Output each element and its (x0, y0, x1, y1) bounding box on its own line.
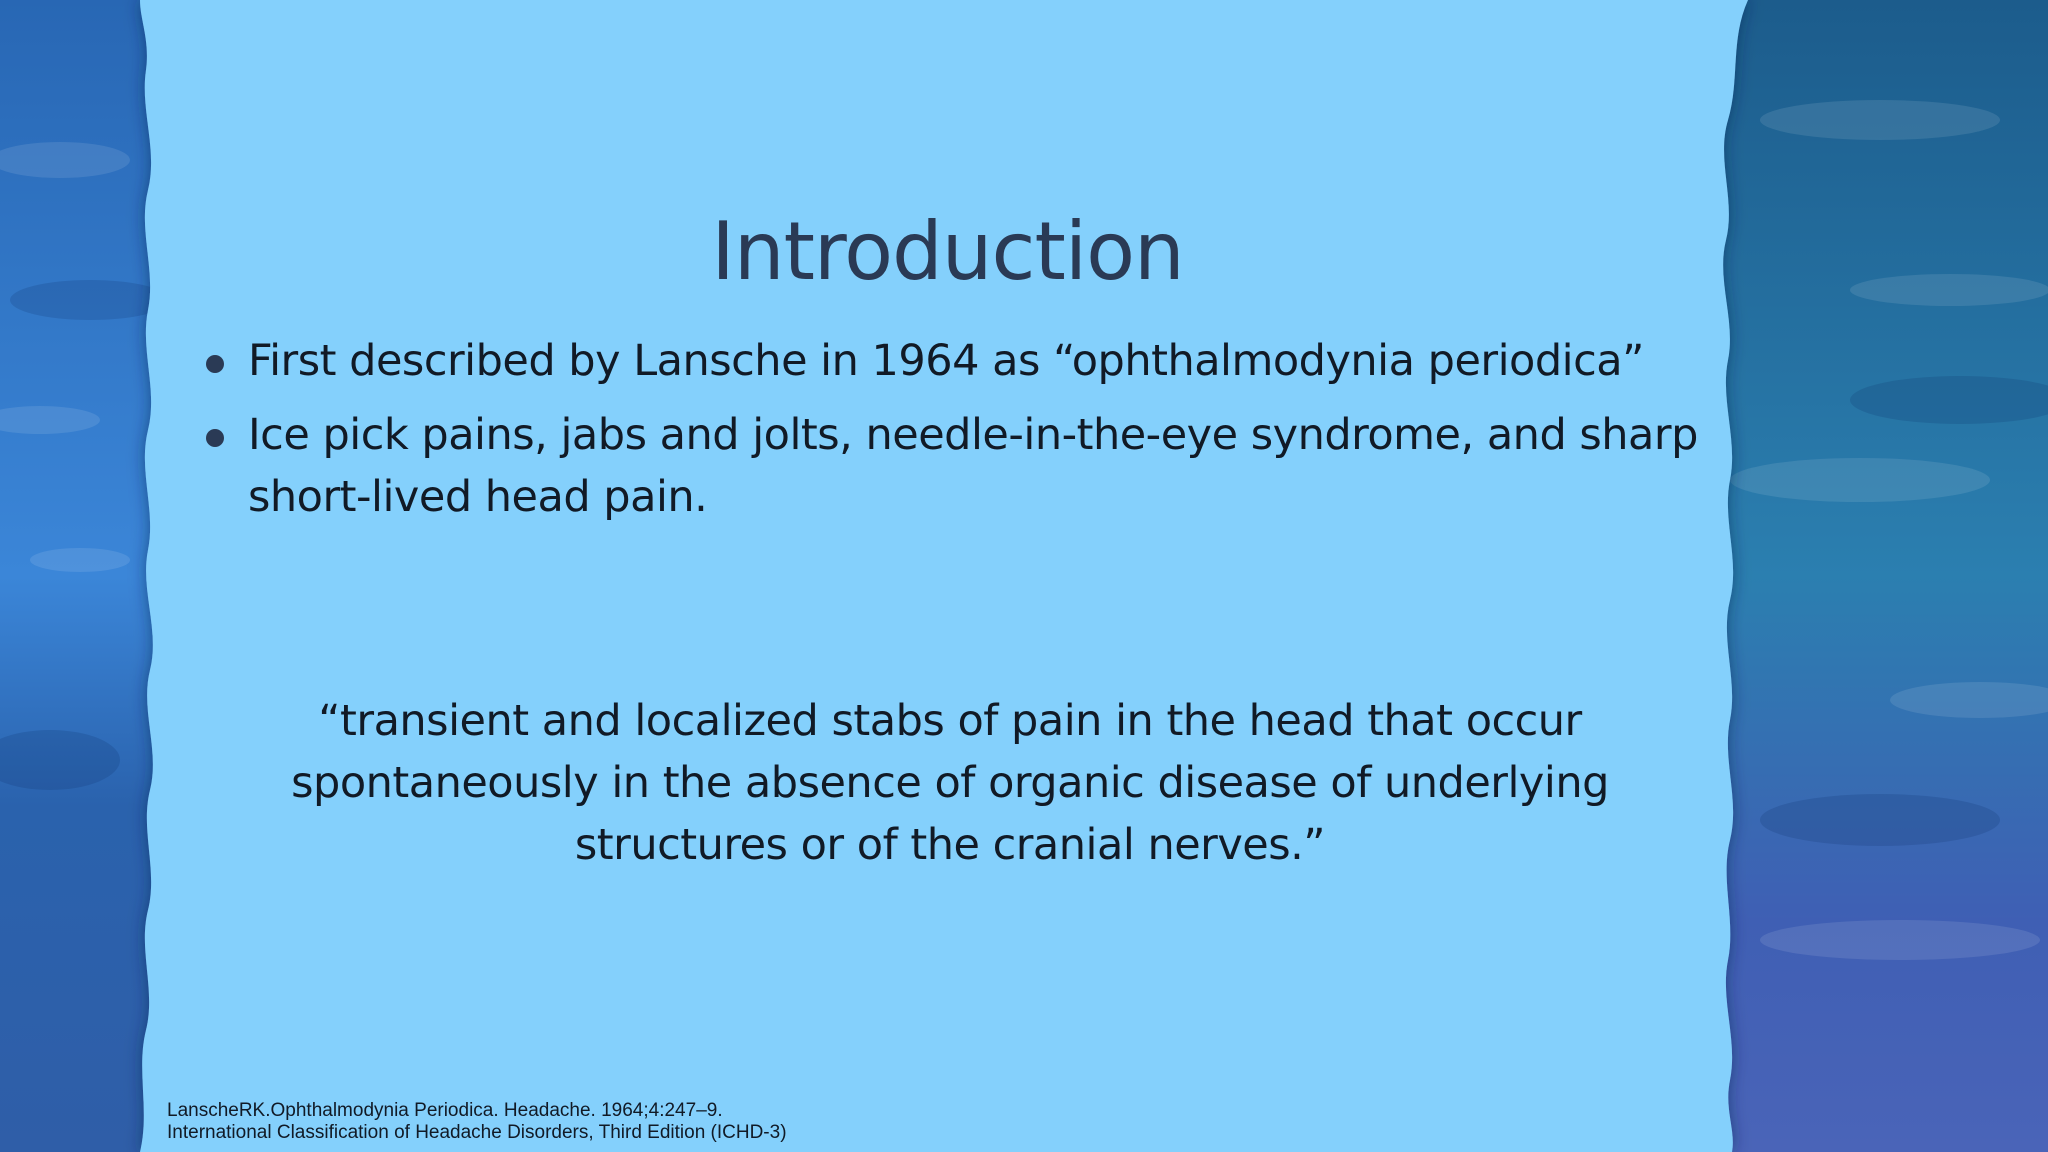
reference-line: International Classification of Headache Disorders, Third Edition (ICHD-3) (167, 1122, 787, 1143)
bullet-dot-icon (206, 355, 224, 373)
reference-line: LanscheRK.Ophthalmodynia Periodica. Headache. 1964;4:247–9. (167, 1100, 723, 1121)
slide-title: Introduction (711, 205, 1184, 298)
bullet-list (200, 330, 1700, 540)
bullet-text: First described by Lansche in 1964 as “ophthalmodynia periodica” (248, 336, 1644, 386)
bullet-item (200, 404, 1700, 528)
references (167, 1100, 787, 1144)
bullet-dot-icon (206, 429, 224, 447)
bullet-text: Ice pick pains, jabs and jolts, needle-in-the-eye syndrome, and sharp short-lived head pain. (248, 410, 1698, 522)
bullet-item (200, 330, 1700, 392)
definition-quote: “transient and localized stabs of pain in the head that occur spontaneously in the absence of organic disease of underlying structures or of the cranial nerves.” (291, 696, 1609, 870)
